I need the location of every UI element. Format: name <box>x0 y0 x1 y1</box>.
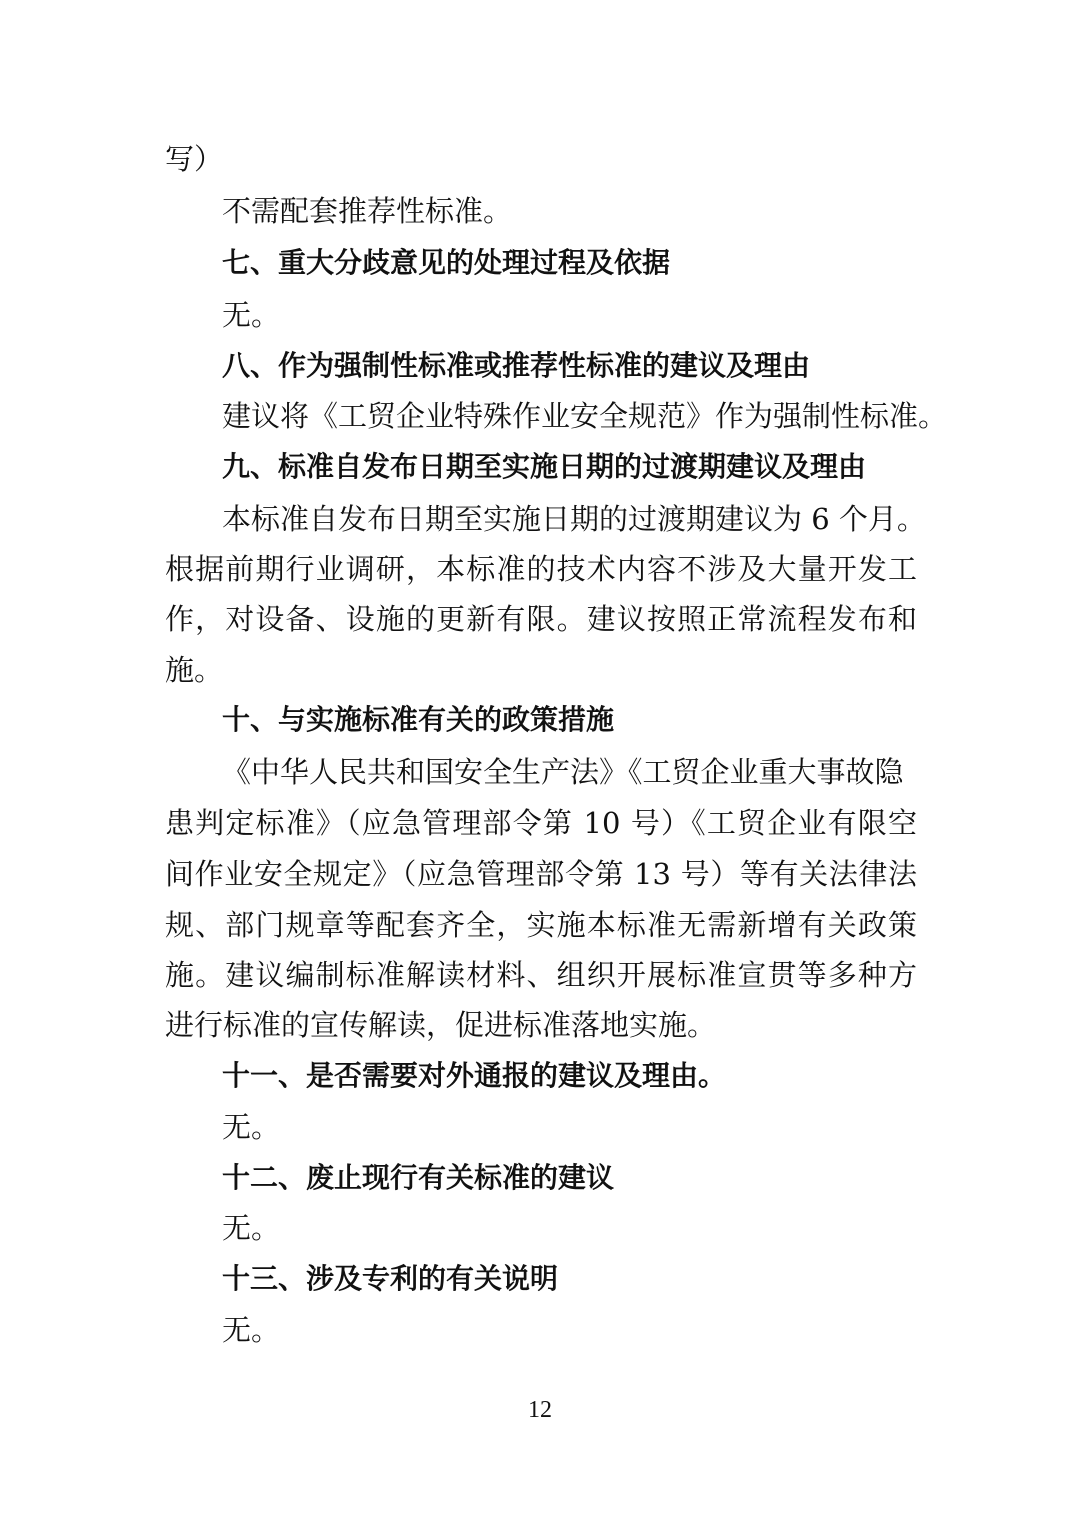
paragraph-text: 无。 <box>222 1110 281 1144</box>
paragraph-text: 施。建议编制标准解读材料、组织开展标准宣贯等多种方 <box>165 958 917 992</box>
paragraph-text: 无。 <box>222 1313 281 1347</box>
paragraph-text: 施。 <box>165 653 224 687</box>
continuation-text: 写） <box>165 142 224 176</box>
paragraph-text: 建议将《工贸企业特殊作业安全规范》作为强制性标准。 <box>222 399 948 433</box>
paragraph-text: 规、部门规章等配套齐全，实施本标准无需新增有关政策 <box>165 908 917 942</box>
paragraph-text: 无。 <box>222 298 281 332</box>
section-heading-10: 十、与实施标准有关的政策措施 <box>222 703 615 736</box>
section-heading-12: 十二、废止现行有关标准的建议 <box>222 1161 615 1194</box>
paragraph-text: 根据前期行业调研，本标准的技术内容不涉及大量开发工 <box>165 552 917 586</box>
paragraph-text: 不需配套推荐性标准。 <box>222 194 513 228</box>
paragraph-text: 作，对设备、设施的更新有限。建议按照正常流程发布和 <box>165 602 917 636</box>
page-number: 12 <box>528 1397 552 1423</box>
paragraph-text: 患判定标准》（应急管理部令第 10 号）《工贸企业有限空 <box>165 806 917 840</box>
paragraph-text: 本标准自发布日期至实施日期的过渡期建议为 6 个月。 <box>222 502 926 536</box>
paragraph-text: 间作业安全规定》（应急管理部令第 13 号）等有关法律法 <box>165 857 917 891</box>
paragraph-text: 无。 <box>222 1211 281 1245</box>
section-heading-13: 十三、涉及专利的有关说明 <box>222 1262 559 1295</box>
paragraph-text: 《中华人民共和国安全生产法》《工贸企业重大事故隐 <box>222 755 904 789</box>
section-heading-7: 七、重大分歧意见的处理过程及依据 <box>222 246 671 279</box>
paragraph-text: 进行标准的宣传解读，促进标准落地实施。 <box>165 1008 717 1042</box>
section-heading-9: 九、标准自发布日期至实施日期的过渡期建议及理由 <box>222 450 867 483</box>
section-heading-8: 八、作为强制性标准或推荐性标准的建议及理由 <box>222 349 811 382</box>
section-heading-11: 十一、是否需要对外通报的建议及理由。 <box>222 1059 727 1092</box>
